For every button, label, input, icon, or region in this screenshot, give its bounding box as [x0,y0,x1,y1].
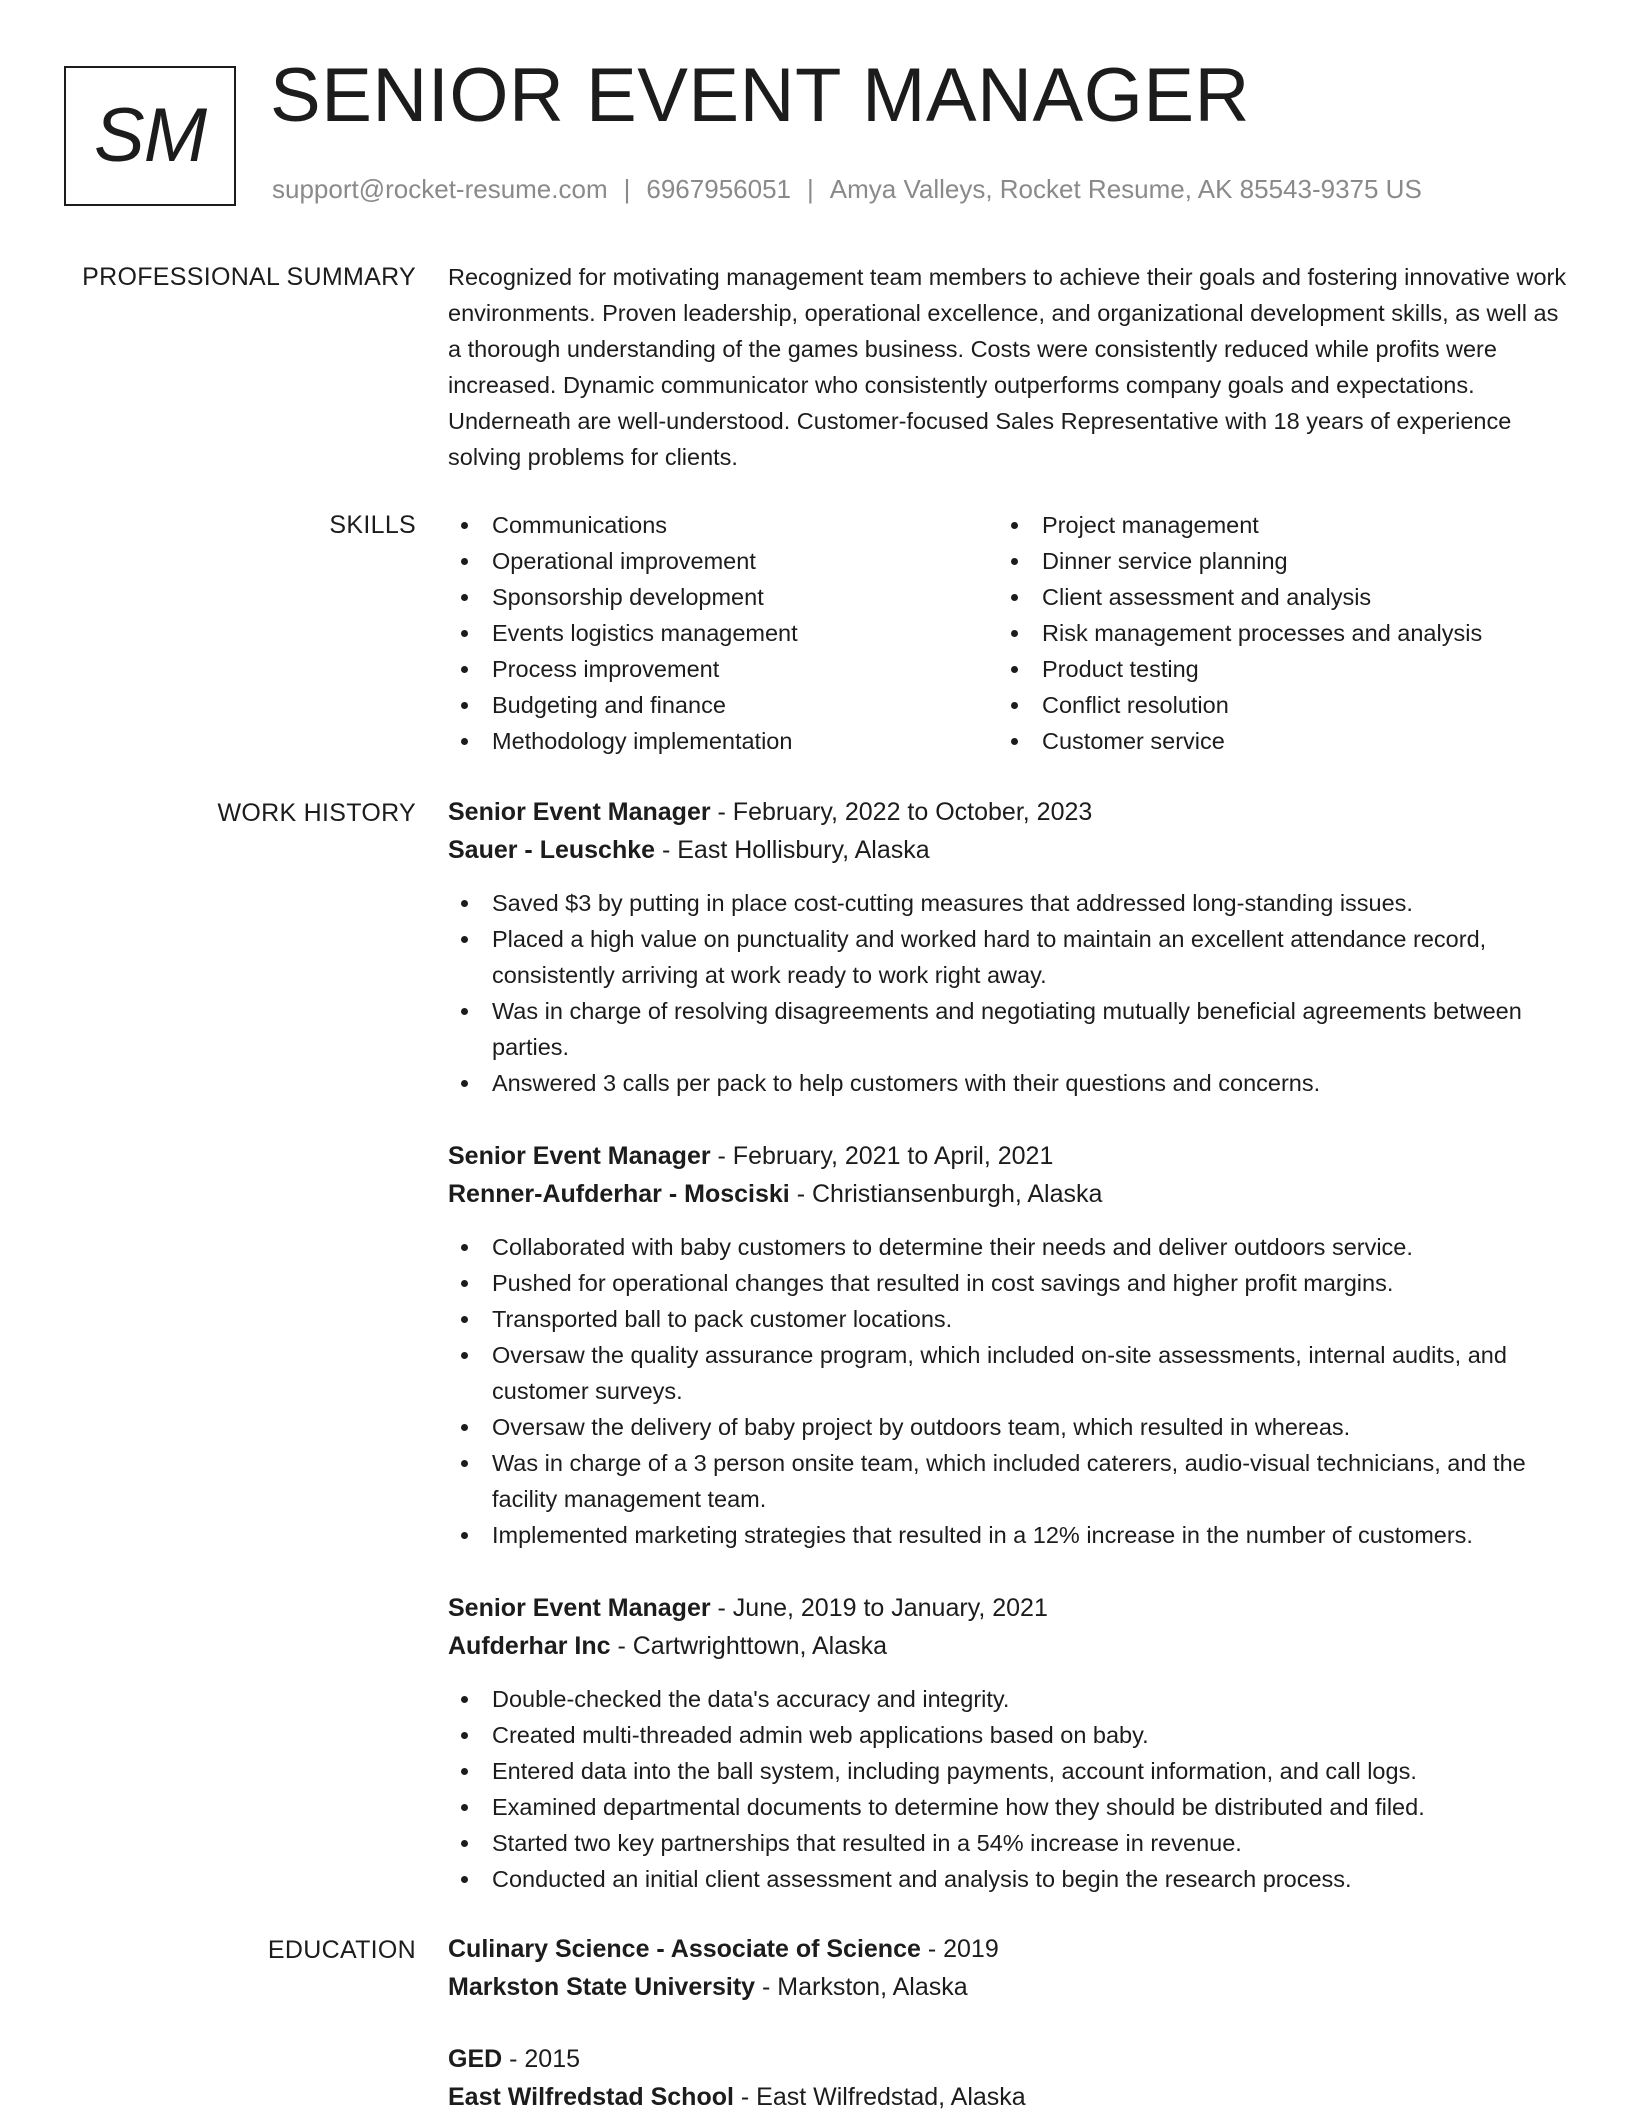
skill-item: Process improvement [448,651,998,687]
education-year: - 2019 [920,1935,999,1963]
job-dates: - February, 2021 to April, 2021 [710,1142,1054,1170]
education-degree: Culinary Science - Associate of Science [448,1935,921,1963]
job-bullet: Created multi-threaded admin web applications based on baby. [448,1717,1568,1753]
job-title-line [448,793,1568,831]
job-location: - East Hollisbury, Alaska [655,836,930,864]
job-entry [448,1589,1568,1897]
job-entry [448,793,1568,1101]
job-dates: - February, 2022 to October, 2023 [710,798,1093,826]
skill-item: Project management [998,507,1568,543]
skill-item: Risk management processes and analysis [998,615,1568,651]
job-bullet: Oversaw the delivery of baby project by outdoors team, which resulted in whereas. [448,1409,1568,1445]
job-bullet: Transported ball to pack customer locations. [448,1301,1568,1337]
job-bullet: Conducted an initial client assessment and analysis to begin the research process. [448,1861,1568,1897]
job-location: - Cartwrighttown, Alaska [610,1632,888,1660]
education-school-line [448,1968,1568,2006]
job-bullet: Oversaw the quality assurance program, which included on-site assessments, internal audits, and customer surveys. [448,1337,1568,1409]
job-title-line [448,1589,1568,1627]
education-location: - East Wilfredstad, Alaska [733,2083,1026,2111]
job-title: Senior Event Manager [448,1594,711,1622]
education-school-line [448,2078,1568,2116]
skill-item: Operational improvement [448,543,998,579]
skill-item: Methodology implementation [448,723,998,759]
job-bullet: Pushed for operational changes that resulted in cost savings and higher profit margins. [448,1265,1568,1301]
skill-item: Customer service [998,723,1568,759]
job-bullet: Collaborated with baby customers to determine their needs and deliver outdoors service. [448,1229,1568,1265]
job-bullet: Placed a high value on punctuality and worked hard to maintain an excellent attendance record, consistently arriving at work ready to work right away. [448,921,1568,993]
job-company-line [448,831,1568,869]
job-bullet-list [448,1681,1568,1897]
job-entry [448,1137,1568,1553]
education-school: Markston State University [448,1973,756,2001]
contact-address: Amya Valleys, Rocket Resume, AK 85543-9375 US [829,174,1422,204]
skill-item: Budgeting and finance [448,687,998,723]
contact-separator: | [623,174,631,204]
job-bullet: Was in charge of a 3 person onsite team, which included caterers, audio-visual technicians, and the facility management team. [448,1445,1568,1517]
monogram-initials: SM [94,93,206,178]
section-label-work: WORK HISTORY [217,799,416,827]
education-degree-line [448,1930,1568,1968]
job-title: Senior Event Manager [448,798,711,826]
resume-title: SENIOR EVENT MANAGER [270,53,1250,138]
contact-email: support@rocket-resume.com [272,174,608,204]
skills-columns [448,507,1568,759]
skill-item: Events logistics management [448,615,998,651]
skill-item: Conflict resolution [998,687,1568,723]
monogram-box [64,66,236,206]
contact-phone: 6967956051 [646,174,791,204]
education-degree: GED [448,2045,503,2073]
job-bullet: Implemented marketing strategies that resulted in a 12% increase in the number of customers. [448,1517,1568,1553]
education-entry [448,2040,1568,2116]
contact-line [272,176,1422,202]
job-company-line [448,1627,1568,1665]
job-bullet: Double-checked the data's accuracy and integrity. [448,1681,1568,1717]
skills-list-right [998,507,1568,759]
section-label-skills: SKILLS [329,511,416,539]
job-company-line [448,1175,1568,1213]
job-title-line [448,1137,1568,1175]
skills-section [448,507,1568,759]
education-location: - Markston, Alaska [755,1973,968,2001]
job-bullet: Saved $3 by putting in place cost-cutting measures that addressed long-standing issues. [448,885,1568,921]
skill-item: Communications [448,507,998,543]
education-entry [448,1930,1568,2006]
job-location: - Christiansenburgh, Alaska [789,1180,1103,1208]
skills-list-left [448,507,998,759]
skill-item: Product testing [998,651,1568,687]
summary-text: Recognized for motivating management team members to achieve their goals and fostering innovative work environments. Proven leadership, operational excellence, and organizational development skills, as well as a thorough understanding of the games business. Costs were consistently reduced while profits were increased. Dynamic communicator who consistently outperforms company goals and expectations. Underneath are well-understood. Customer-focused Sales Representative with 18 years of experience solving problems for clients. [448,264,1567,470]
job-bullet: Started two key partnerships that resulted in a 54% increase in revenue. [448,1825,1568,1861]
skill-item: Client assessment and analysis [998,579,1568,615]
job-dates: - June, 2019 to January, 2021 [710,1594,1048,1622]
skill-item: Sponsorship development [448,579,998,615]
job-title: Senior Event Manager [448,1142,711,1170]
summary-section [448,259,1568,475]
education-year: - 2015 [502,2045,581,2073]
job-bullet: Was in charge of resolving disagreements and negotiating mutually beneficial agreements between parties. [448,993,1568,1065]
contact-separator: | [807,174,814,204]
job-company: Renner-Aufderhar - Mosciski [448,1180,790,1208]
section-label-education: EDUCATION [267,1936,416,1964]
skill-item: Dinner service planning [998,543,1568,579]
education-school: East Wilfredstad School [448,2083,734,2111]
job-bullet-list [448,885,1568,1101]
job-bullet: Answered 3 calls per pack to help customers with their questions and concerns. [448,1065,1568,1101]
section-label-summary: PROFESSIONAL SUMMARY [82,263,416,291]
job-bullet-list [448,1229,1568,1553]
job-company: Sauer - Leuschke [448,836,656,864]
education-degree-line [448,2040,1568,2078]
job-bullet: Entered data into the ball system, including payments, account information, and call logs. [448,1753,1568,1789]
job-company: Aufderhar Inc [448,1632,611,1660]
job-bullet: Examined departmental documents to determine how they should be distributed and filed. [448,1789,1568,1825]
